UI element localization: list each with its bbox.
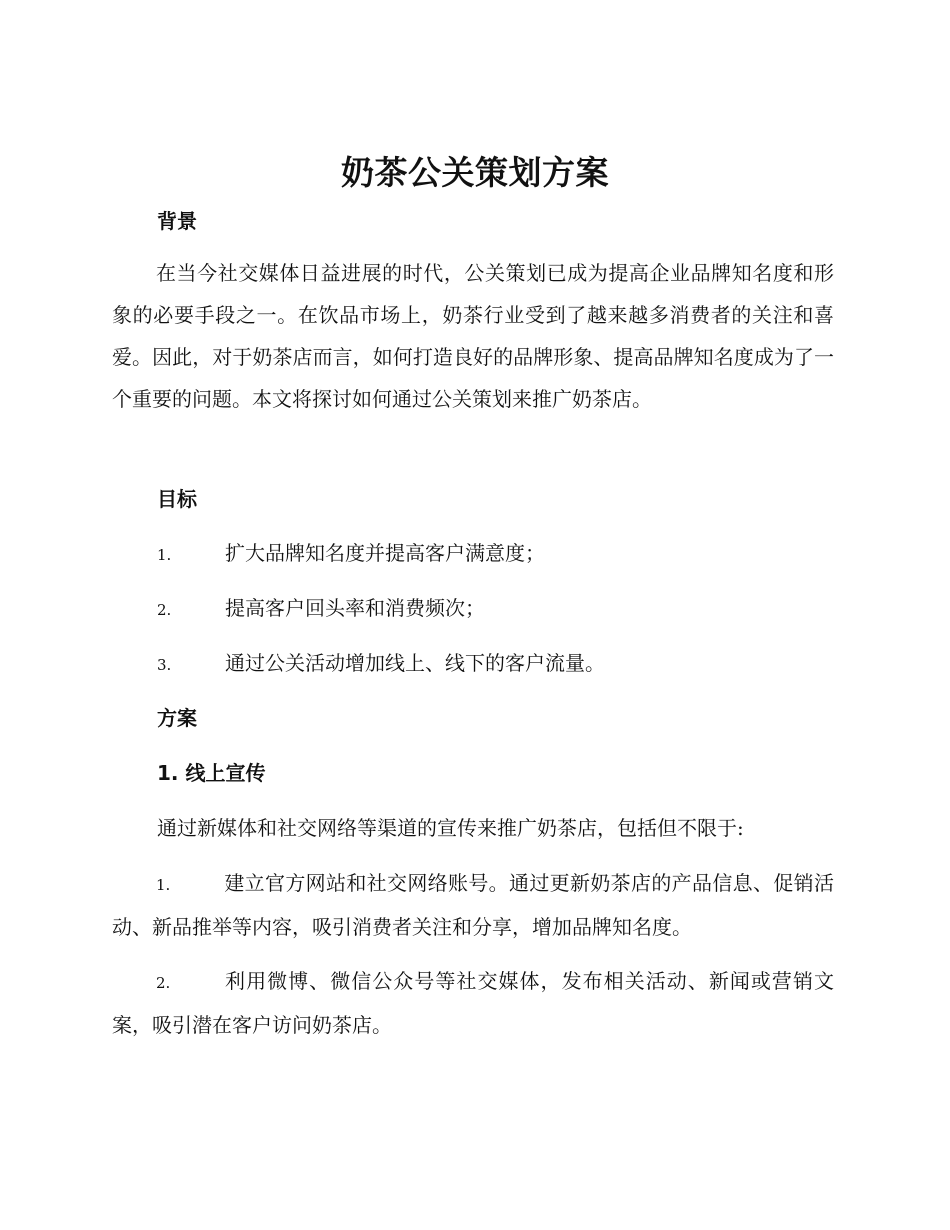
goal-item [157,648,605,680]
plan-item-text: 建立官方网站和社交网络账号。通过更新奶茶店的产品信息、促销活动、新品推举等内容，吸引消费者关注和分享，增加品牌知名度。 [112,871,834,939]
plan-intro: 通过新媒体和社交网络等渠道的宣传来推广奶茶店，包括但不限于: [157,816,744,840]
goal-item-text: 扩大品牌知名度并提高客户满意度； [225,541,545,565]
section-heading-goals: 目标 [157,487,197,511]
plan-item [112,960,834,1046]
goal-item-text: 通过公关活动增加线上、线下的客户流量。 [225,651,605,675]
goal-item-text: 提高客户回头率和消费频次； [225,596,485,620]
plan-item-text: 利用微博、微信公众号等社交媒体，发布相关活动、新闻或营销文案，吸引潜在客户访问奶茶店。 [112,969,834,1037]
section-heading-plan: 方案 [157,706,197,730]
goal-item-number: 1. [157,546,172,564]
plan-subheading-online: 1. 线上宣传 [157,761,266,785]
goal-item [157,593,485,625]
section-heading-background: 背景 [157,209,197,233]
plan-item [112,862,834,948]
goal-item [157,538,545,570]
document-title: 奶茶公关策划方案 [341,153,609,192]
plan-item-number: 1. [156,876,171,894]
goal-item-number: 3. [157,656,172,674]
plan-item-number: 2. [156,974,171,992]
background-paragraph: 在当今社交媒体日益进展的时代，公关策划已成为提高企业品牌知名度和形象的必要手段之一。在饮品市场上，奶茶行业受到了越来越多消费者的关注和喜爱。因此，对于奶茶店而言，如何打造良好的品牌形象、提高品牌知名度成为了一个重要的问题。本文将探讨如何通过公关策划来推广奶茶店。 [112,261,834,411]
goal-item-number: 2. [157,601,172,619]
